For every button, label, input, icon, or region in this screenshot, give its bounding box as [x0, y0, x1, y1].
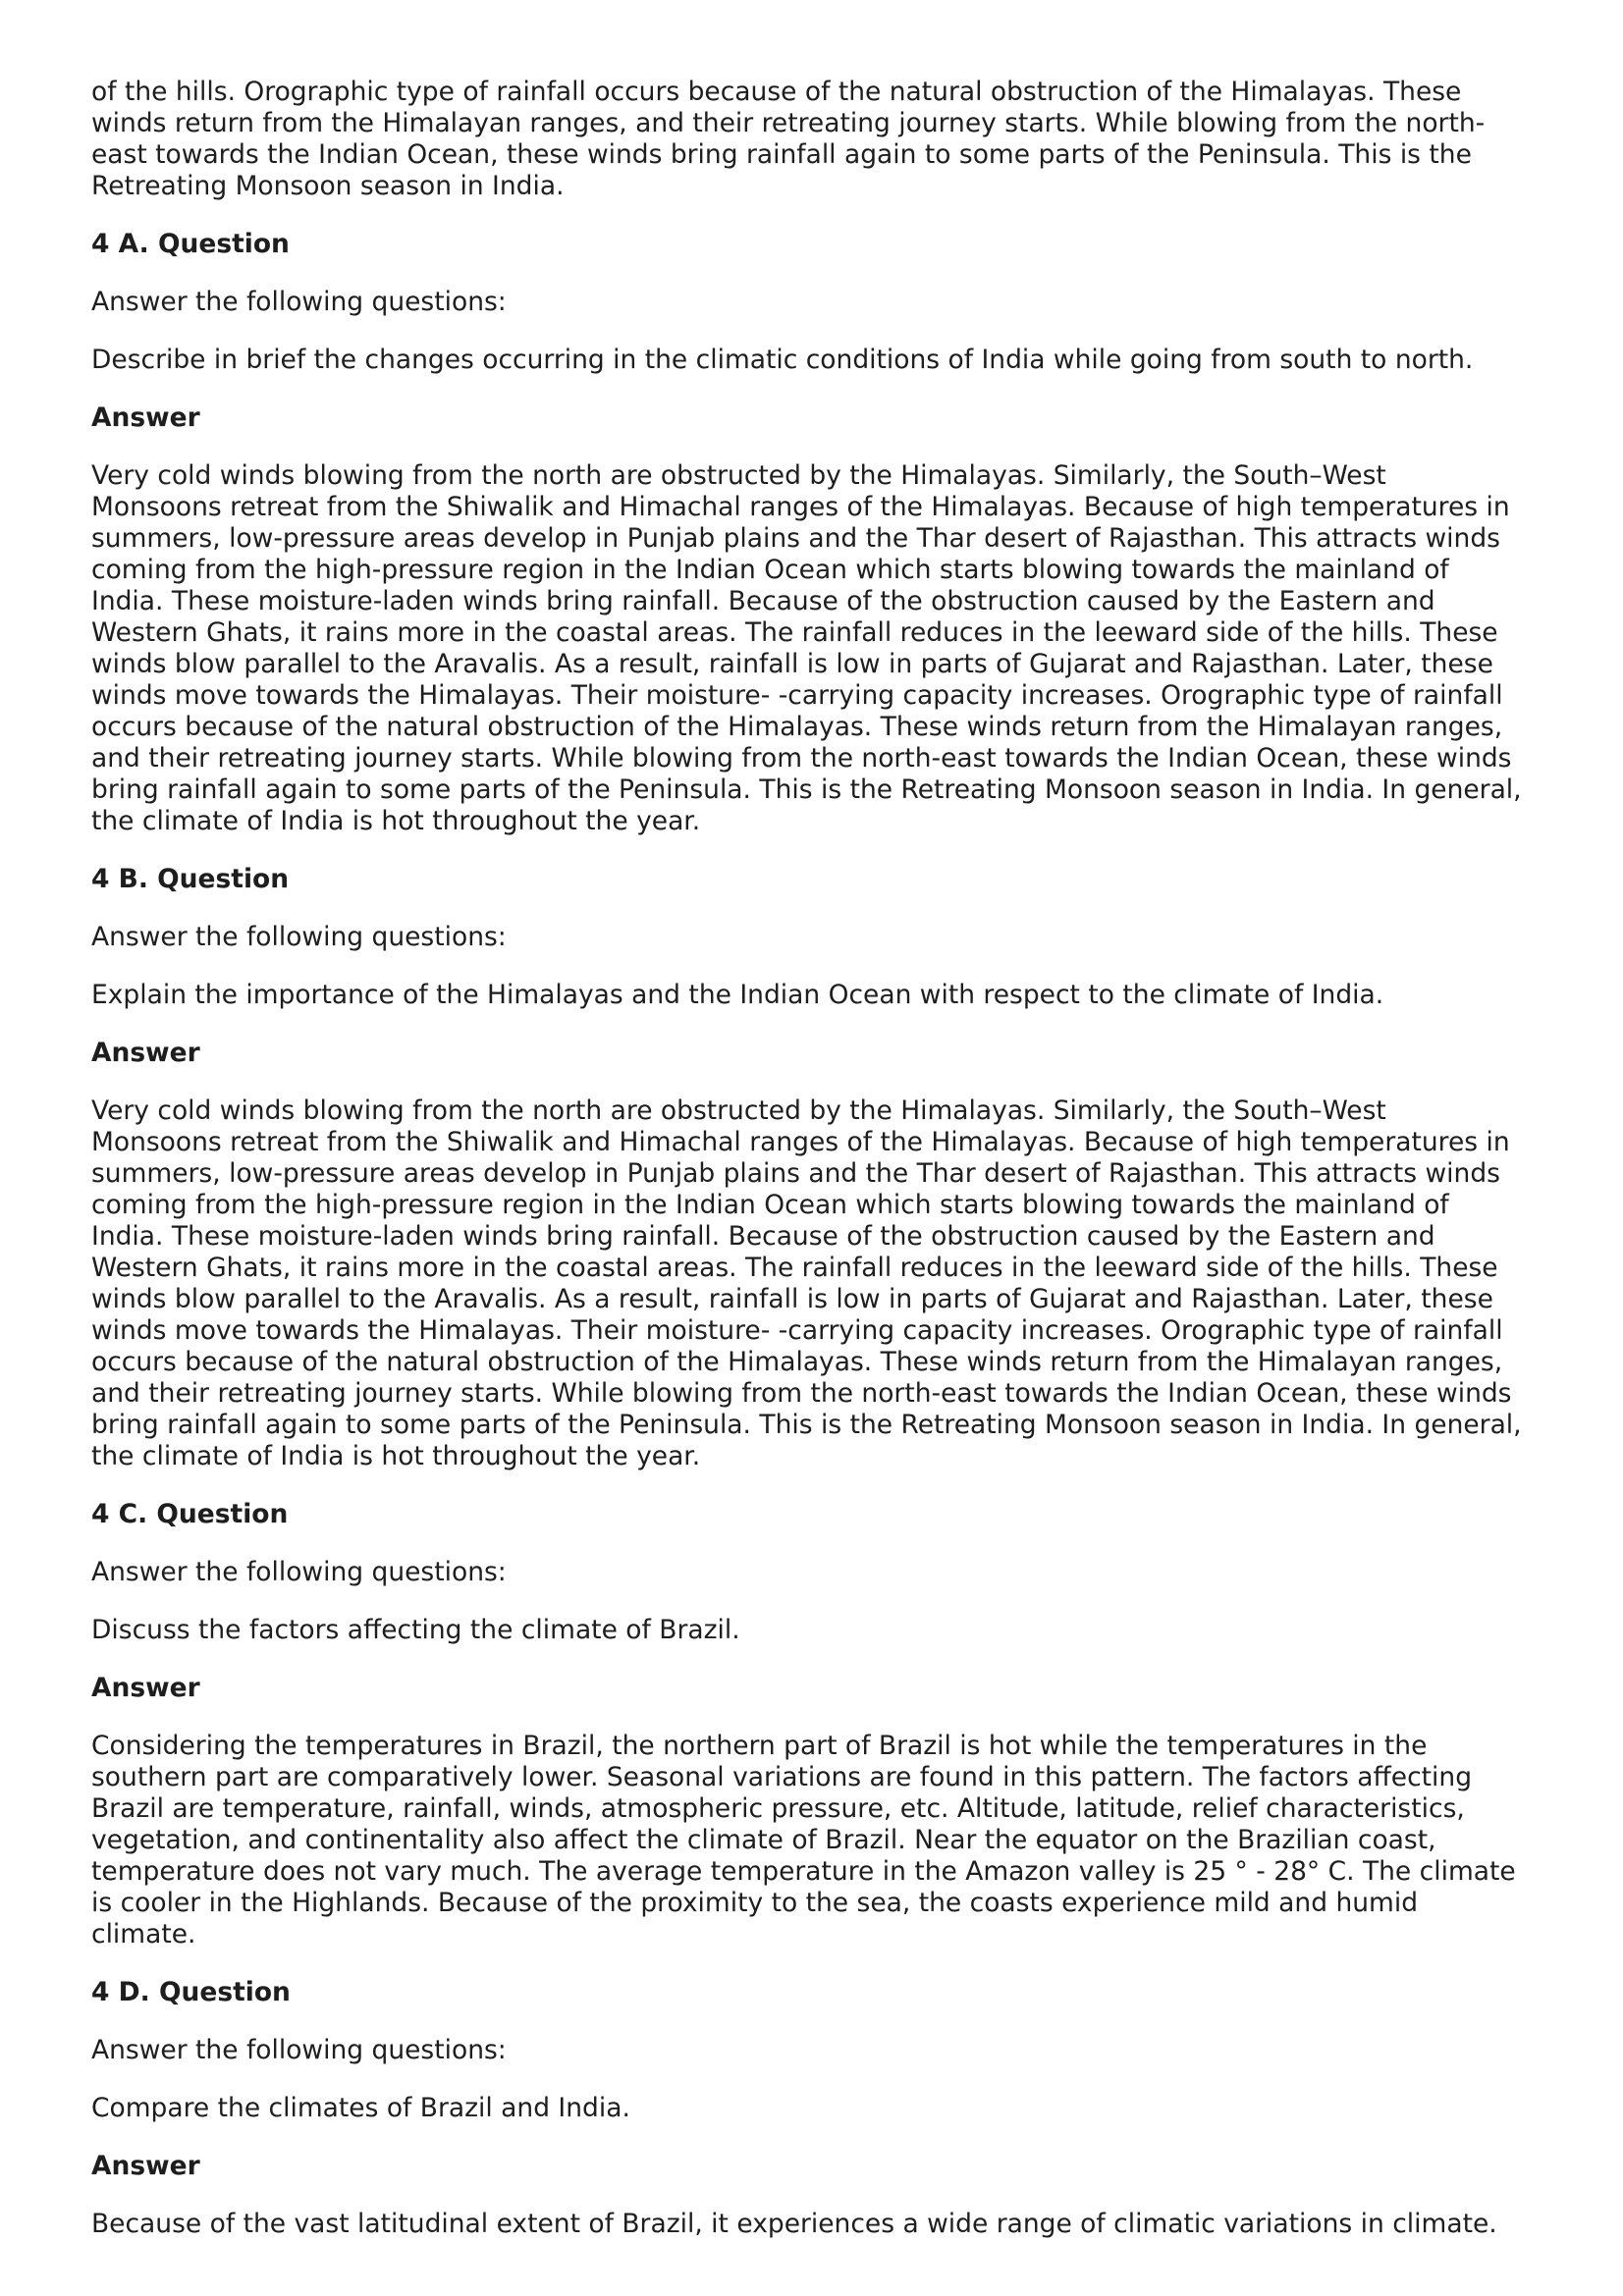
answer-text: Very cold winds blowing from the north are obstructed by the Himalayas. Similarly, the South–West Monsoons retreat from the Shiwalik and Himachal ranges of the Himalayas. Because of high temperatures in summers, low-pressure areas develop in Punjab plains and the Thar desert of Rajasthan. This attracts winds coming from the high-pressure region in the Indian Ocean which starts blowing towards the mainland of India. These moisture-laden winds bring rainfall. Because of the obstruction caused by the Eastern and Western Ghats, it rains more in the coastal areas. The rainfall reduces in the leeward side of the hills. These winds blow parallel to the Aravalis. As a result, rainfall is low in parts of Gujarat and Rajasthan. Later, these winds move towards the Himalayas. Their moisture- -carrying capacity increases. Orographic type of rainfall occurs because of the natural obstruction of the Himalayas. These winds return from the Himalayan ranges, and their retreating journey starts. While blowing from the north-east towards the Indian Ocean, these winds bring rainfall again to some parts of the Peninsula. This is the Retreating Monsoon season in India. In general, the climate of India is hot throughout the year.: [91, 1095, 1522, 1471]
question-text: Explain the importance of the Himalayas and the Indian Ocean with respect to the climate of India.: [91, 980, 1384, 1010]
answer-text: Because of the vast latitudinal extent of Brazil, it experiences a wide range of climatic variations in climate.: [91, 2209, 1497, 2239]
question-instruction: Answer the following questions:: [91, 287, 507, 317]
answer-label: Answer: [91, 402, 200, 433]
answer-label: Answer: [91, 2151, 200, 2181]
question-text: Discuss the factors affecting the climate of Brazil.: [91, 1615, 740, 1645]
question-text: Compare the climates of Brazil and India.: [91, 2093, 630, 2123]
question-heading: 4 B. Question: [91, 864, 290, 894]
question-heading: 4 A. Question: [91, 229, 290, 259]
answer-text: Very cold winds blowing from the north are obstructed by the Himalayas. Similarly, the South–West Monsoons retreat from the Shiwalik and Himachal ranges of the Himalayas. Because of high temperatures in summers, low-pressure areas develop in Punjab plains and the Thar desert of Rajasthan. This attracts winds coming from the high-pressure region in the Indian Ocean which starts blowing towards the mainland of India. These moisture-laden winds bring rainfall. Because of the obstruction caused by the Eastern and Western Ghats, it rains more in the coastal areas. The rainfall reduces in the leeward side of the hills. These winds blow parallel to the Aravalis. As a result, rainfall is low in parts of Gujarat and Rajasthan. Later, these winds move towards the Himalayas. Their moisture- -carrying capacity increases. Orographic type of rainfall occurs because of the natural obstruction of the Himalayas. These winds return from the Himalayan ranges, and their retreating journey starts. While blowing from the north-east towards the Indian Ocean, these winds bring rainfall again to some parts of the Peninsula. This is the Retreating Monsoon season in India. In general, the climate of India is hot throughout the year.: [91, 460, 1522, 836]
answer-label: Answer: [91, 1673, 200, 1703]
section-4b: [91, 864, 1544, 1472]
section-4a: [91, 229, 1544, 837]
question-instruction: Answer the following questions:: [91, 1557, 507, 1587]
question-instruction: Answer the following questions:: [91, 922, 507, 952]
section-4d: [91, 1977, 1544, 2240]
question-heading: 4 C. Question: [91, 1499, 289, 1529]
question-text: Describe in brief the changes occurring in the climatic conditions of India while going from south to north.: [91, 345, 1474, 375]
answer-text: Considering the temperatures in Brazil, the northern part of Brazil is hot while the temperatures in the southern part are comparatively lower. Seasonal variations are found in this pattern. The factors affecting Brazil are temperature, rainfall, winds, atmospheric pressure, etc. Altitude, latitude, relief characteristics, vegetation, and continentality also affect the climate of Brazil. Near the equator on the Brazilian coast, temperature does not vary much. The average temperature in the Amazon valley is 25 ° - 28° C. The climate is cooler in the Highlands. Because of the proximity to the sea, the coasts experience mild and humid climate.: [91, 1731, 1516, 1949]
question-heading: 4 D. Question: [91, 1977, 291, 2007]
answer-label: Answer: [91, 1038, 200, 1068]
section-4c: [91, 1499, 1544, 1950]
question-instruction: Answer the following questions:: [91, 2035, 507, 2065]
document-page: [91, 77, 1544, 2267]
continuation-paragraph: of the hills. Orographic type of rainfall occurs because of the natural obstruction of the Himalayas. These winds return from the Himalayan ranges, and their retreating journey starts. While blowing from the north- east towards the Indian Ocean, these winds bring rainfall again to some parts of the Peninsula. This is the Retreating Monsoon season in India.: [91, 77, 1486, 201]
